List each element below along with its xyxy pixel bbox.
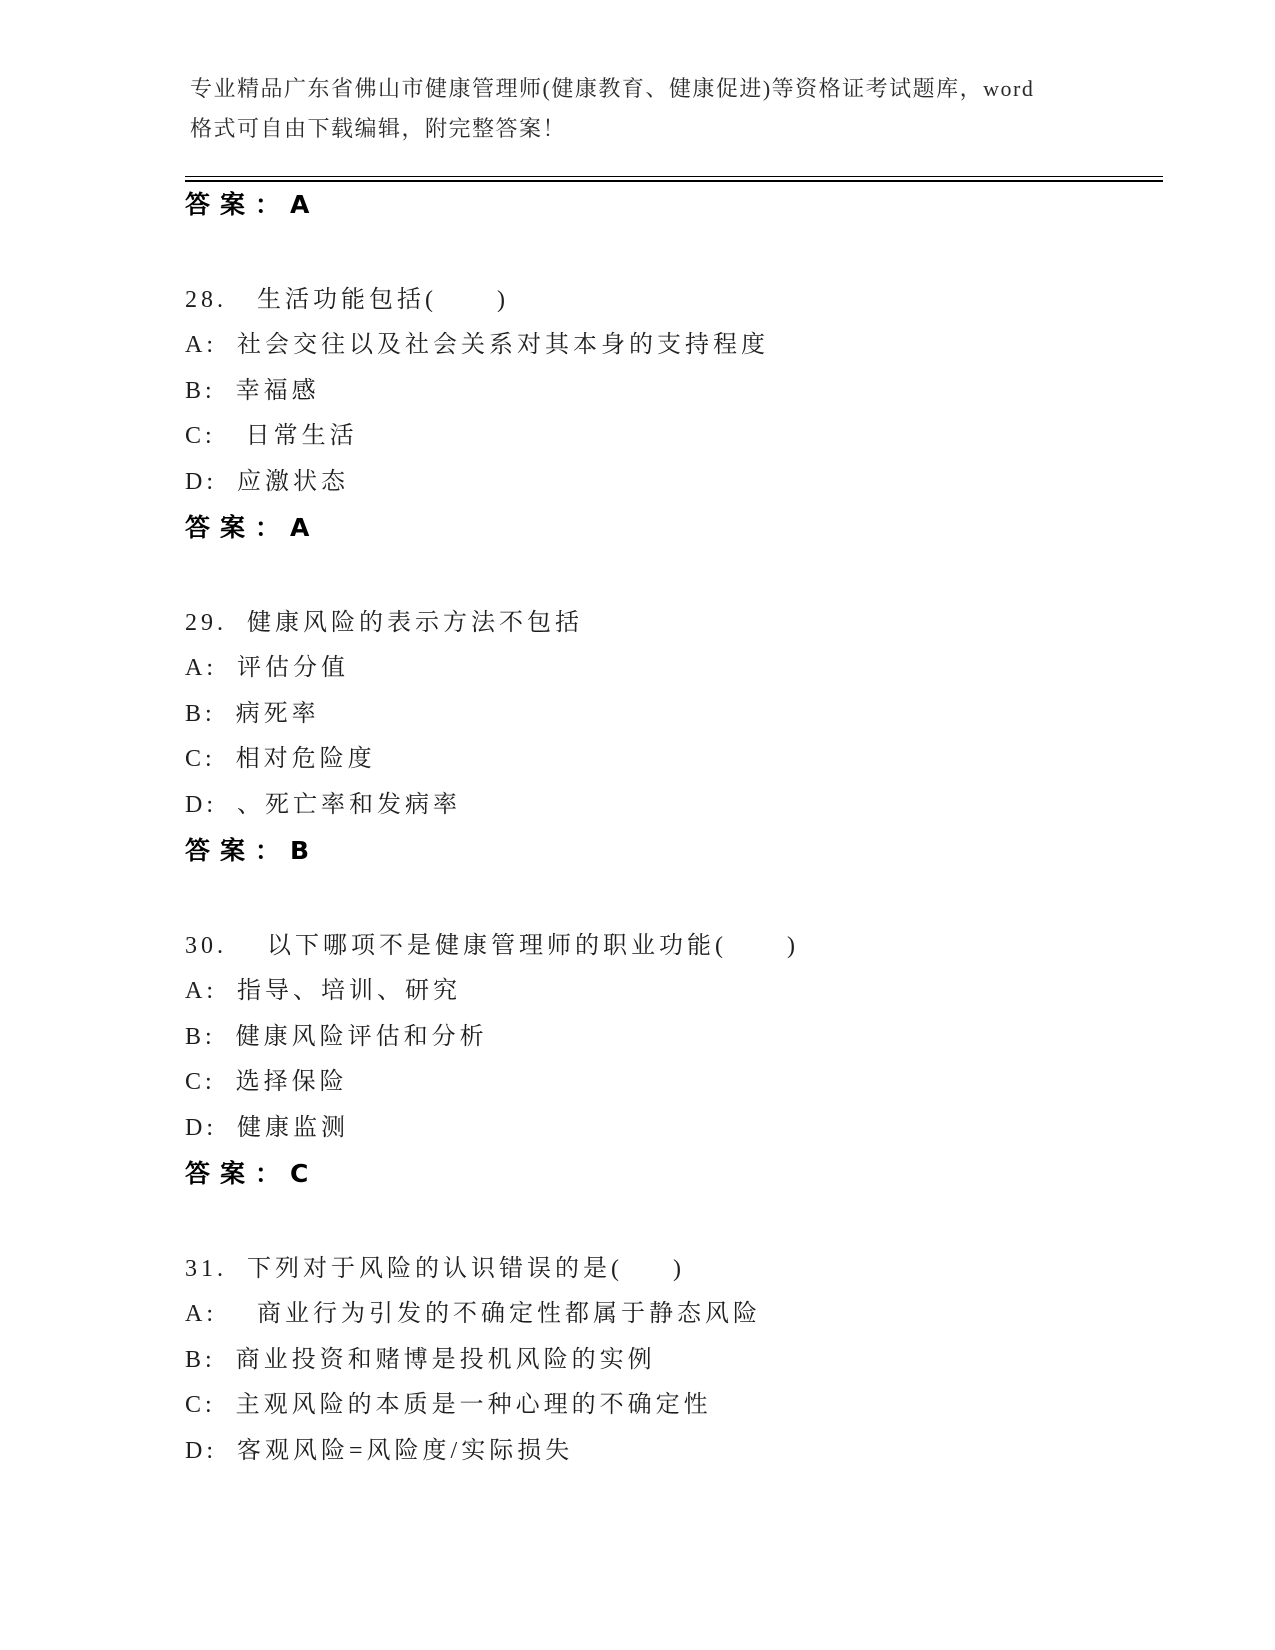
question-option-a: A: 社会交往以及社会关系对其本身的支持程度 [185, 332, 769, 358]
question-block-29 [185, 601, 1163, 874]
answer-line: 答案：C [185, 1159, 319, 1188]
question-option-a: A: 评估分值 [185, 655, 349, 681]
question-option-c: C: 选择保险 [185, 1069, 348, 1095]
question-stem: 28. 生活功能包括( ) [185, 286, 509, 313]
question-option-b: B: 病死率 [185, 700, 320, 727]
header-text-line-1: 专业精品广东省佛山市健康管理师(健康教育、健康促进)等资格证考试题库，word [190, 76, 1035, 101]
question-option-d: D: 客观风险=风险度/实际损失 [185, 1437, 574, 1464]
question-stem: 30. 以下哪项不是健康管理师的职业功能( ) [185, 932, 799, 959]
question-block-28 [185, 278, 1163, 551]
question-option-c: C: 相对危险度 [185, 746, 376, 772]
question-option-d: D: 健康监测 [185, 1114, 349, 1141]
question-option-a: A: 指导、培训、研究 [185, 978, 461, 1004]
question-option-b: B: 幸福感 [185, 377, 320, 404]
question-option-d: D: 应激状态 [185, 468, 349, 495]
question-stem: 31. 下列对于风险的认识错误的是( ) [185, 1255, 685, 1282]
answer-line: 答案：B [185, 836, 320, 865]
header-text-line-2: 格式可自由下载编辑，附完整答案！ [190, 116, 567, 141]
document-content [185, 0, 1163, 1474]
question-option-a: A: 商业行为引发的不确定性都属于静态风险 [185, 1301, 761, 1327]
question-option-b: B: 商业投资和赌博是投机风险的实例 [185, 1346, 656, 1373]
question-option-c: C: 日常生活 [185, 423, 358, 449]
answer-line: 答案：A [185, 513, 320, 542]
question-stem: 29. 健康风险的表示方法不包括 [185, 609, 583, 636]
question-block-31 [185, 1247, 1163, 1475]
answer-line-previous-question: 答案：A [185, 190, 320, 219]
question-option-b: B: 健康风险评估和分析 [185, 1023, 488, 1050]
question-option-d: D: 、死亡率和发病率 [185, 791, 461, 818]
question-option-c: C: 主观风险的本质是一种心理的不确定性 [185, 1392, 712, 1418]
page-header [185, 69, 1163, 149]
question-block-30 [185, 924, 1163, 1197]
